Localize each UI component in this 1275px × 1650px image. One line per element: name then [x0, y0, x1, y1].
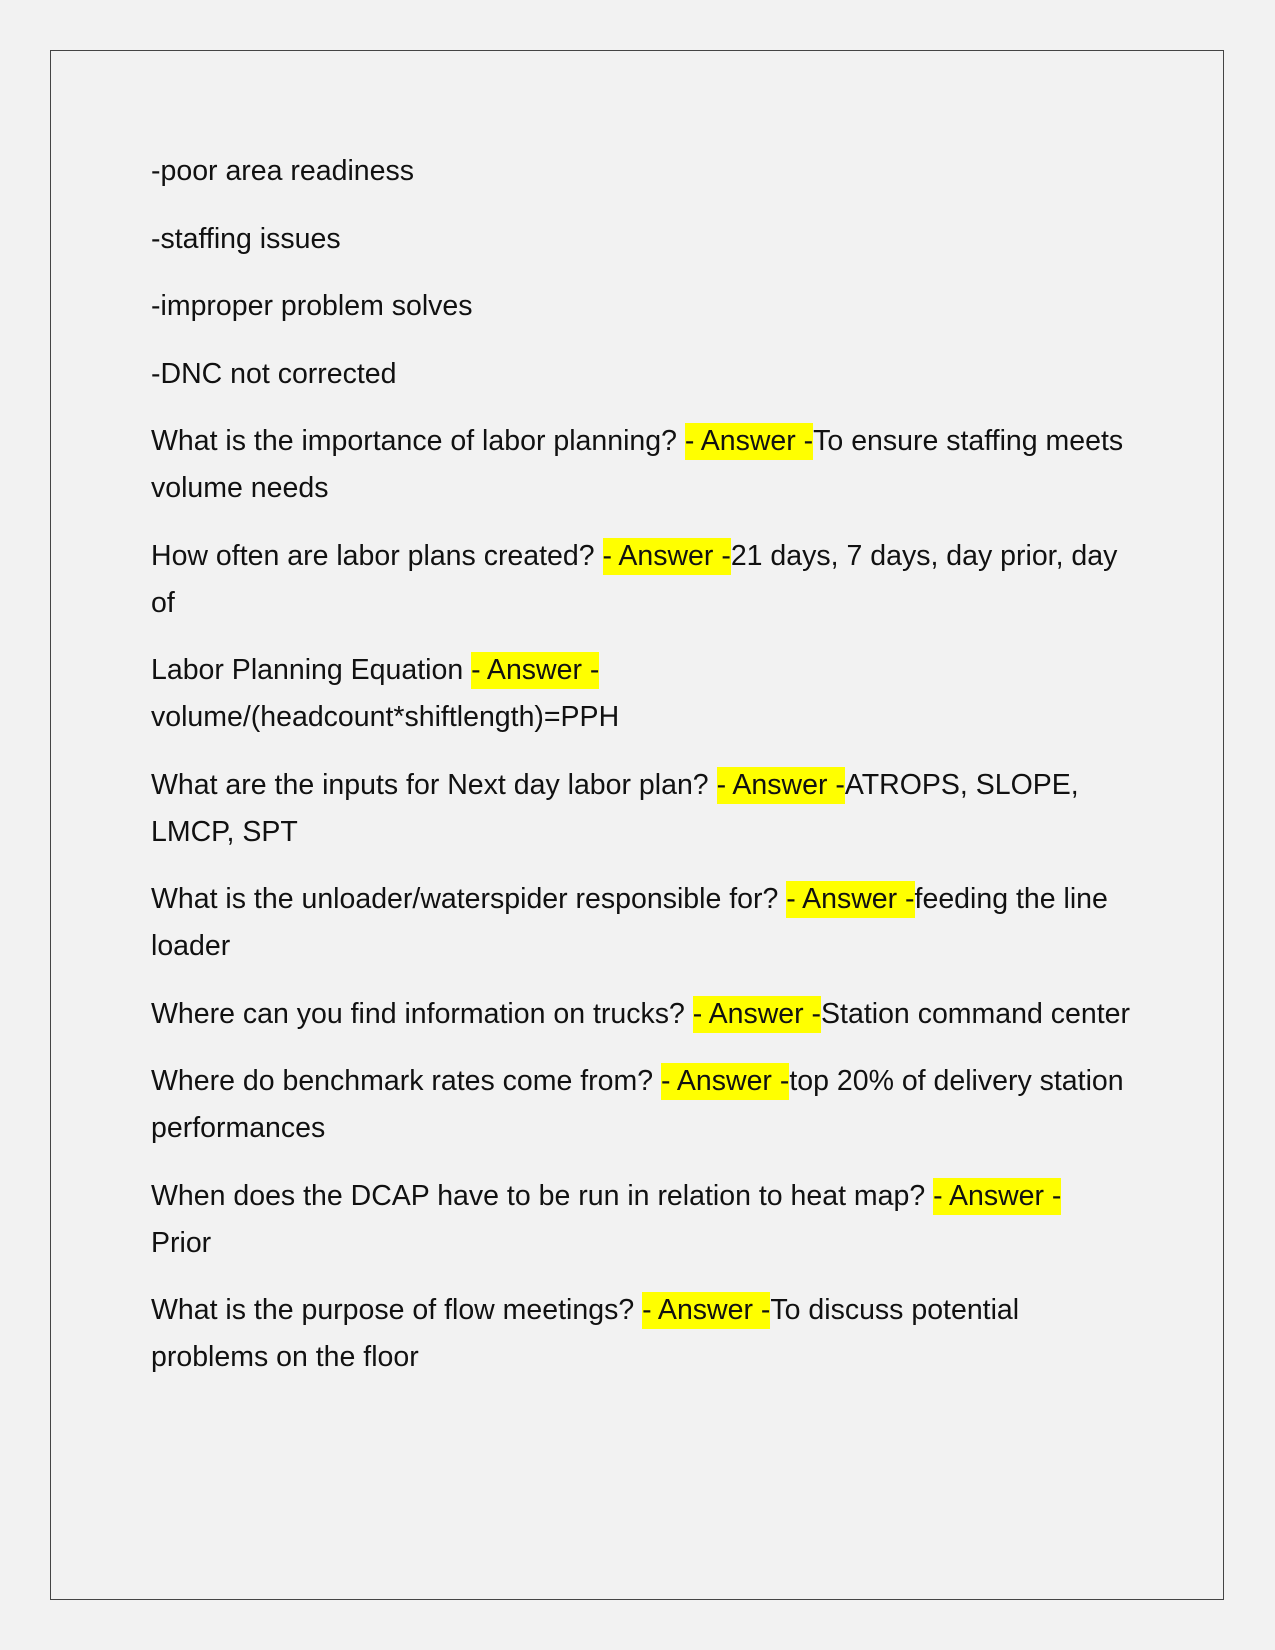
answer-text: top 20% of delivery station performances: [151, 1065, 1124, 1144]
qa-item: [151, 1287, 1131, 1381]
answer-marker: - Answer -: [661, 1063, 789, 1100]
question-text: Labor Planning Equation: [151, 654, 472, 686]
answer-marker: - Answer -: [642, 1292, 770, 1329]
answer-text: Prior: [151, 1226, 212, 1259]
bullet-item: -poor area readiness: [151, 155, 414, 187]
answer-text: volume/(headcount*shiftlength)=PPH: [151, 701, 620, 733]
answer-text: To ensure staffing meets volume needs: [151, 425, 1124, 504]
question-text: What are the inputs for Next day labor plan?: [151, 768, 717, 801]
answer-marker: - Answer -: [693, 996, 821, 1033]
qa-item: [151, 762, 1131, 856]
bullet-item: -improper problem solves: [151, 290, 473, 322]
question-text: Where can you find information on trucks?: [151, 997, 693, 1030]
qa-item: [151, 1173, 1131, 1267]
answer-marker: - Answer -: [717, 767, 845, 804]
qa-item: [151, 418, 1131, 512]
question-text: Where do benchmark rates come from?: [151, 1065, 662, 1097]
question-text: How often are labor plans created?: [151, 539, 603, 572]
answer-marker: - Answer -: [685, 423, 813, 460]
answer-text: Station command center: [821, 997, 1130, 1030]
qa-item: [151, 533, 1131, 627]
question-text: When does the DCAP have to be run in relation to heat map?: [151, 1179, 934, 1212]
document-body: [151, 148, 1131, 1402]
qa-item: [151, 647, 1131, 741]
answer-marker: - Answer -: [471, 652, 599, 689]
qa-item: [151, 991, 1131, 1038]
answer-marker: - Answer -: [933, 1178, 1061, 1215]
question-text: What is the unloader/waterspider responsible for?: [151, 883, 787, 915]
qa-item: [151, 876, 1131, 970]
answer-text: To discuss potential problems on the floor: [151, 1294, 1020, 1373]
bullet-item: -DNC not corrected: [151, 357, 397, 390]
answer-text: 21 days, 7 days, day prior, day of: [151, 539, 1118, 619]
answer-text: feeding the line loader: [151, 883, 1108, 962]
question-text: What is the importance of labor planning?: [151, 425, 685, 457]
answer-text: ATROPS, SLOPE, LMCP, SPT: [151, 768, 1079, 848]
answer-marker: - Answer -: [603, 538, 731, 575]
question-text: What is the purpose of flow meetings?: [151, 1294, 643, 1326]
qa-item: [151, 1058, 1131, 1152]
answer-marker: - Answer -: [786, 881, 914, 918]
bullet-item: -staffing issues: [151, 222, 341, 255]
